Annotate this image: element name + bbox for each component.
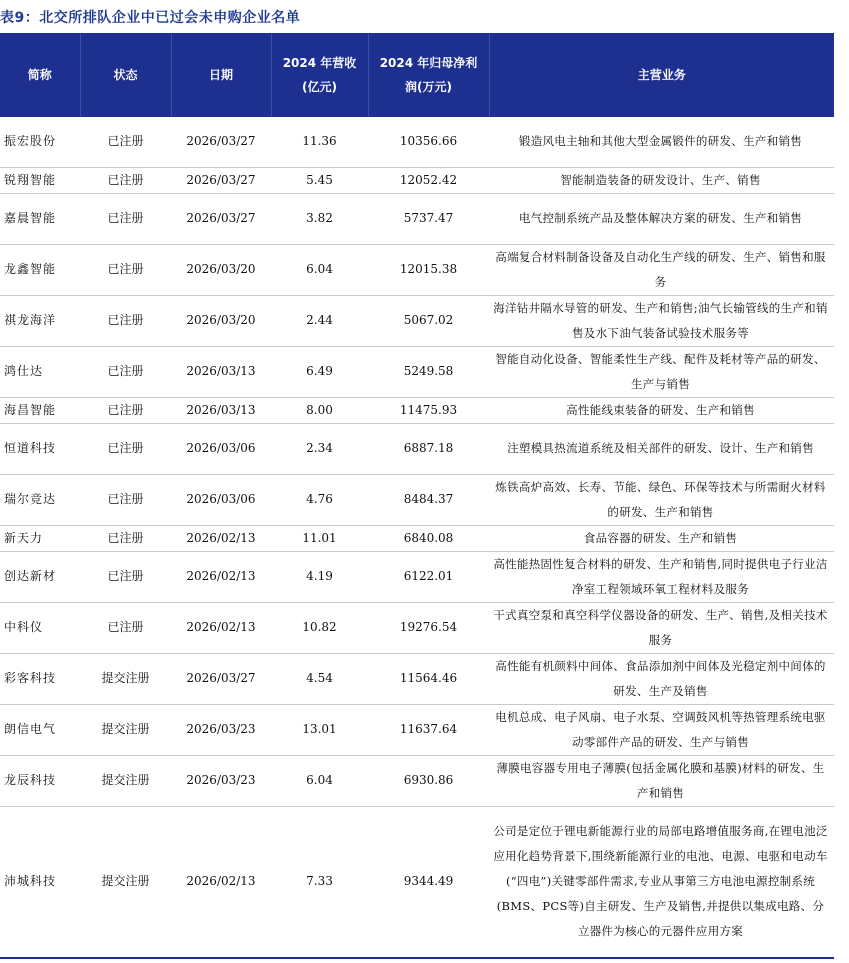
cell-business: 高端复合材料制备设备及自动化生产线的研发、生产、销售和服务 bbox=[489, 244, 834, 295]
cell-profit: 6887.18 bbox=[368, 423, 489, 474]
cell-business: 智能制造装备的研发设计、生产、销售 bbox=[489, 167, 834, 193]
cell-status: 提交注册 bbox=[80, 806, 171, 958]
cell-status: 已注册 bbox=[80, 602, 171, 653]
cell-name: 新天力 bbox=[0, 525, 80, 551]
table-row bbox=[0, 704, 834, 755]
cell-name: 瑞尔竞达 bbox=[0, 474, 80, 525]
cell-status: 已注册 bbox=[80, 423, 171, 474]
cell-status: 已注册 bbox=[80, 295, 171, 346]
cell-name: 朗信电气 bbox=[0, 704, 80, 755]
cell-revenue: 2.44 bbox=[271, 295, 368, 346]
cell-name: 嘉晨智能 bbox=[0, 193, 80, 244]
cell-business: 高性能热固性复合材料的研发、生产和销售,同时提供电子行业洁净室工程领域环氧工程材料及服务 bbox=[489, 551, 834, 602]
cell-date: 2026/02/13 bbox=[171, 551, 271, 602]
table-row bbox=[0, 244, 834, 295]
header-profit-line1: 2024 年归母净利 bbox=[379, 56, 478, 70]
cell-name: 中科仪 bbox=[0, 602, 80, 653]
cell-profit: 6122.01 bbox=[368, 551, 489, 602]
cell-status: 已注册 bbox=[80, 193, 171, 244]
cell-status: 已注册 bbox=[80, 525, 171, 551]
cell-status: 已注册 bbox=[80, 397, 171, 423]
cell-business: 海洋钻井隔水导管的研发、生产和销售;油气长输管线的生产和销售及水下油气装备试验技术服务等 bbox=[489, 295, 834, 346]
cell-profit: 10356.66 bbox=[368, 117, 489, 167]
table-row bbox=[0, 653, 834, 704]
cell-date: 2026/03/23 bbox=[171, 755, 271, 806]
cell-business: 高性能线束装备的研发、生产和销售 bbox=[489, 397, 834, 423]
cell-profit: 12052.42 bbox=[368, 167, 489, 193]
cell-business: 电机总成、电子风扇、电子水泵、空调鼓风机等热管理系统电驱动零部件产品的研发、生产与销售 bbox=[489, 704, 834, 755]
header-revenue-line1: 2024 年营收 bbox=[282, 56, 357, 70]
cell-name: 龙鑫智能 bbox=[0, 244, 80, 295]
cell-date: 2026/03/20 bbox=[171, 244, 271, 295]
cell-name: 创达新材 bbox=[0, 551, 80, 602]
cell-name: 祺龙海洋 bbox=[0, 295, 80, 346]
table-row bbox=[0, 755, 834, 806]
cell-name: 锐翔智能 bbox=[0, 167, 80, 193]
header-revenue-line2: (亿元) bbox=[302, 80, 337, 94]
cell-status: 提交注册 bbox=[80, 653, 171, 704]
header-profit bbox=[368, 33, 489, 117]
table-row bbox=[0, 117, 834, 167]
header-profit-line2: 润(万元) bbox=[405, 80, 452, 94]
cell-profit: 11564.46 bbox=[368, 653, 489, 704]
cell-name: 海昌智能 bbox=[0, 397, 80, 423]
cell-date: 2026/03/06 bbox=[171, 423, 271, 474]
cell-date: 2026/03/27 bbox=[171, 167, 271, 193]
cell-business: 电气控制系统产品及整体解决方案的研发、生产和销售 bbox=[489, 193, 834, 244]
cell-profit: 12015.38 bbox=[368, 244, 489, 295]
cell-name: 龙辰科技 bbox=[0, 755, 80, 806]
cell-revenue: 2.34 bbox=[271, 423, 368, 474]
table-row bbox=[0, 551, 834, 602]
cell-date: 2026/03/13 bbox=[171, 346, 271, 397]
table-row bbox=[0, 806, 834, 958]
table-row bbox=[0, 602, 834, 653]
cell-date: 2026/03/13 bbox=[171, 397, 271, 423]
table-row bbox=[0, 167, 834, 193]
cell-revenue: 4.76 bbox=[271, 474, 368, 525]
cell-business: 薄膜电容器专用电子薄膜(包括金属化膜和基膜)材料的研发、生产和销售 bbox=[489, 755, 834, 806]
cell-business: 锻造风电主轴和其他大型金属锻件的研发、生产和销售 bbox=[489, 117, 834, 167]
cell-status: 已注册 bbox=[80, 167, 171, 193]
table-row bbox=[0, 474, 834, 525]
cell-status: 已注册 bbox=[80, 244, 171, 295]
header-date: 日期 bbox=[171, 33, 271, 117]
table-row bbox=[0, 525, 834, 551]
cell-business: 炼铁高炉高效、长寿、节能、绿色、环保等技术与所需耐火材料的研发、生产和销售 bbox=[489, 474, 834, 525]
cell-revenue: 4.19 bbox=[271, 551, 368, 602]
cell-status: 提交注册 bbox=[80, 755, 171, 806]
table-row bbox=[0, 295, 834, 346]
cell-status: 已注册 bbox=[80, 117, 171, 167]
cell-profit: 9344.49 bbox=[368, 806, 489, 958]
cell-profit: 5067.02 bbox=[368, 295, 489, 346]
table-row bbox=[0, 423, 834, 474]
cell-business: 干式真空泵和真空科学仪器设备的研发、生产、销售,及相关技术服务 bbox=[489, 602, 834, 653]
header-name: 简称 bbox=[0, 33, 80, 117]
cell-revenue: 4.54 bbox=[271, 653, 368, 704]
cell-business: 注塑模具热流道系统及相关部件的研发、设计、生产和销售 bbox=[489, 423, 834, 474]
table-title: 表9：北交所排队企业中已过会未申购企业名单 bbox=[0, 10, 301, 26]
cell-revenue: 3.82 bbox=[271, 193, 368, 244]
cell-date: 2026/03/27 bbox=[171, 117, 271, 167]
cell-date: 2026/03/27 bbox=[171, 193, 271, 244]
cell-revenue: 6.49 bbox=[271, 346, 368, 397]
table-header-row bbox=[0, 33, 834, 117]
cell-revenue: 10.82 bbox=[271, 602, 368, 653]
cell-revenue: 6.04 bbox=[271, 244, 368, 295]
cell-date: 2026/03/27 bbox=[171, 653, 271, 704]
cell-profit: 19276.54 bbox=[368, 602, 489, 653]
cell-status: 已注册 bbox=[80, 346, 171, 397]
table-row bbox=[0, 397, 834, 423]
cell-profit: 11475.93 bbox=[368, 397, 489, 423]
cell-name: 鸿仕达 bbox=[0, 346, 80, 397]
cell-business: 智能自动化设备、智能柔性生产线、配件及耗材等产品的研发、生产与销售 bbox=[489, 346, 834, 397]
cell-business: 公司是定位于锂电新能源行业的局部电路增值服务商,在锂电池泛应用化趋势背景下,围绕新能源行业的电池、电源、电驱和电动车(“四电”)关键零部件需求,专业从事第三方电池电源控制系统(BMS、PCS等)自主研发、生产及销售,并提供以集成电路、分立器件为核心的元器件应用方案 bbox=[489, 806, 834, 958]
cell-revenue: 13.01 bbox=[271, 704, 368, 755]
cell-date: 2026/03/23 bbox=[171, 704, 271, 755]
cell-revenue: 6.04 bbox=[271, 755, 368, 806]
cell-name: 沛城科技 bbox=[0, 806, 80, 958]
cell-name: 振宏股份 bbox=[0, 117, 80, 167]
cell-profit: 5737.47 bbox=[368, 193, 489, 244]
cell-profit: 8484.37 bbox=[368, 474, 489, 525]
cell-name: 彩客科技 bbox=[0, 653, 80, 704]
pending-ipo-table bbox=[0, 33, 834, 959]
cell-status: 已注册 bbox=[80, 551, 171, 602]
cell-name: 恒道科技 bbox=[0, 423, 80, 474]
cell-date: 2026/02/13 bbox=[171, 602, 271, 653]
table-row bbox=[0, 193, 834, 244]
cell-date: 2026/03/06 bbox=[171, 474, 271, 525]
header-revenue bbox=[271, 33, 368, 117]
cell-revenue: 8.00 bbox=[271, 397, 368, 423]
cell-revenue: 5.45 bbox=[271, 167, 368, 193]
cell-revenue: 11.36 bbox=[271, 117, 368, 167]
header-business: 主营业务 bbox=[489, 33, 834, 117]
cell-status: 已注册 bbox=[80, 474, 171, 525]
table-row bbox=[0, 346, 834, 397]
cell-profit: 5249.58 bbox=[368, 346, 489, 397]
cell-business: 食品容器的研发、生产和销售 bbox=[489, 525, 834, 551]
cell-date: 2026/03/20 bbox=[171, 295, 271, 346]
cell-business: 高性能有机颜料中间体、食品添加剂中间体及光稳定剂中间体的研发、生产及销售 bbox=[489, 653, 834, 704]
cell-profit: 6930.86 bbox=[368, 755, 489, 806]
cell-revenue: 7.33 bbox=[271, 806, 368, 958]
cell-profit: 11637.64 bbox=[368, 704, 489, 755]
cell-status: 提交注册 bbox=[80, 704, 171, 755]
cell-revenue: 11.01 bbox=[271, 525, 368, 551]
cell-date: 2026/02/13 bbox=[171, 525, 271, 551]
cell-profit: 6840.08 bbox=[368, 525, 489, 551]
header-status: 状态 bbox=[80, 33, 171, 117]
cell-date: 2026/02/13 bbox=[171, 806, 271, 958]
